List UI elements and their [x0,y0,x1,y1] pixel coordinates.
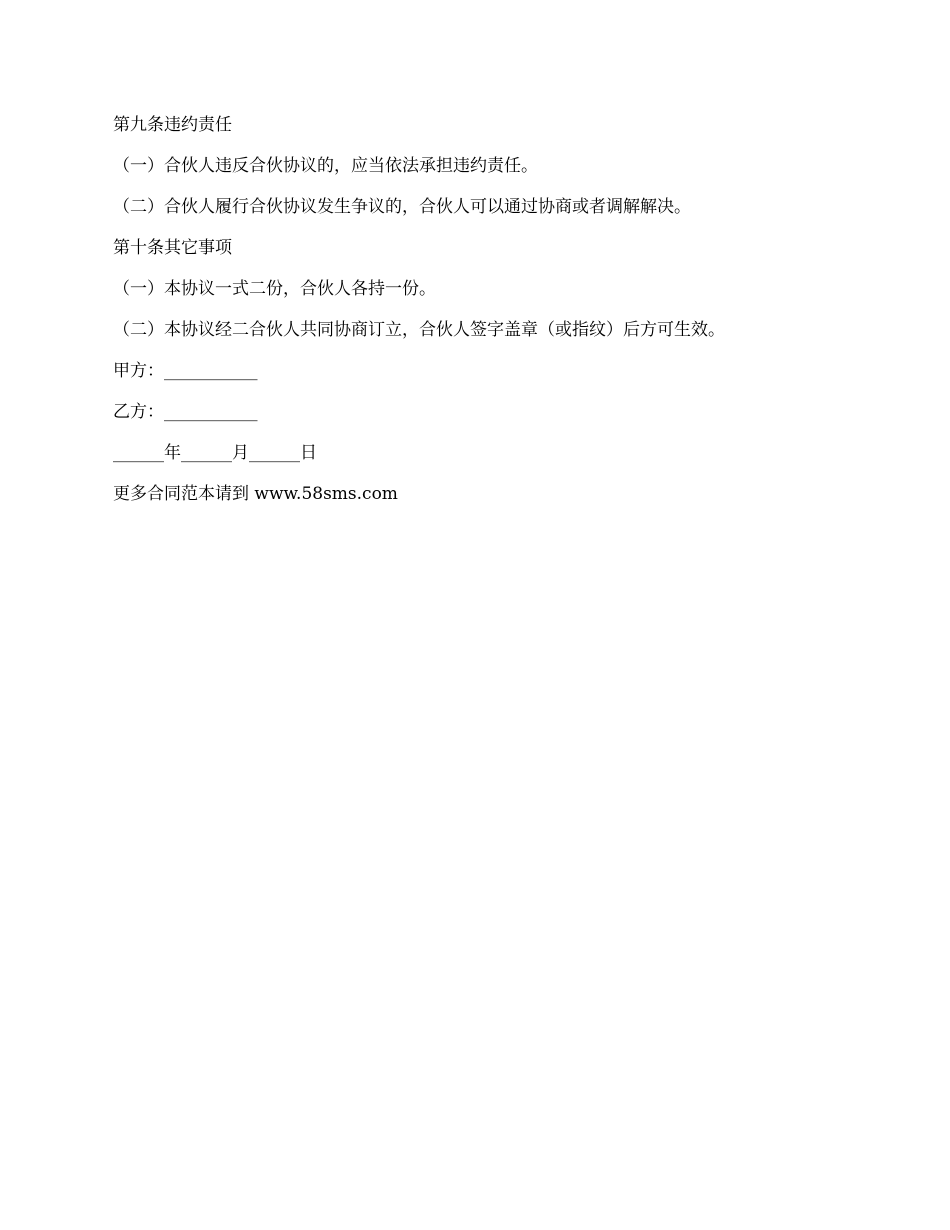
footer-note: 更多合同范本请到 www.58sms.com [113,484,398,504]
article-9-clause-1: （一）合伙人违反合伙协议的，应当依法承担违约责任。 [113,156,538,176]
article-9-clause-2: （二）合伙人履行合伙协议发生争议的，合伙人可以通过协商或者调解解决。 [113,197,691,217]
party-a-signature-line: 甲方：___________ [113,361,258,381]
article-9-heading: 第九条违约责任 [113,115,232,135]
article-10-clause-2: （二）本协议经二合伙人共同协商订立，合伙人签字盖章（或指纹）后方可生效。 [113,320,725,340]
article-10-heading: 第十条其它事项 [113,238,232,258]
document-body [113,112,843,522]
article-10-clause-1: （一）本协议一式二份，合伙人各持一份。 [113,279,436,299]
party-b-signature-line: 乙方：___________ [113,402,258,422]
date-line: ______年______月______日 [113,443,317,463]
